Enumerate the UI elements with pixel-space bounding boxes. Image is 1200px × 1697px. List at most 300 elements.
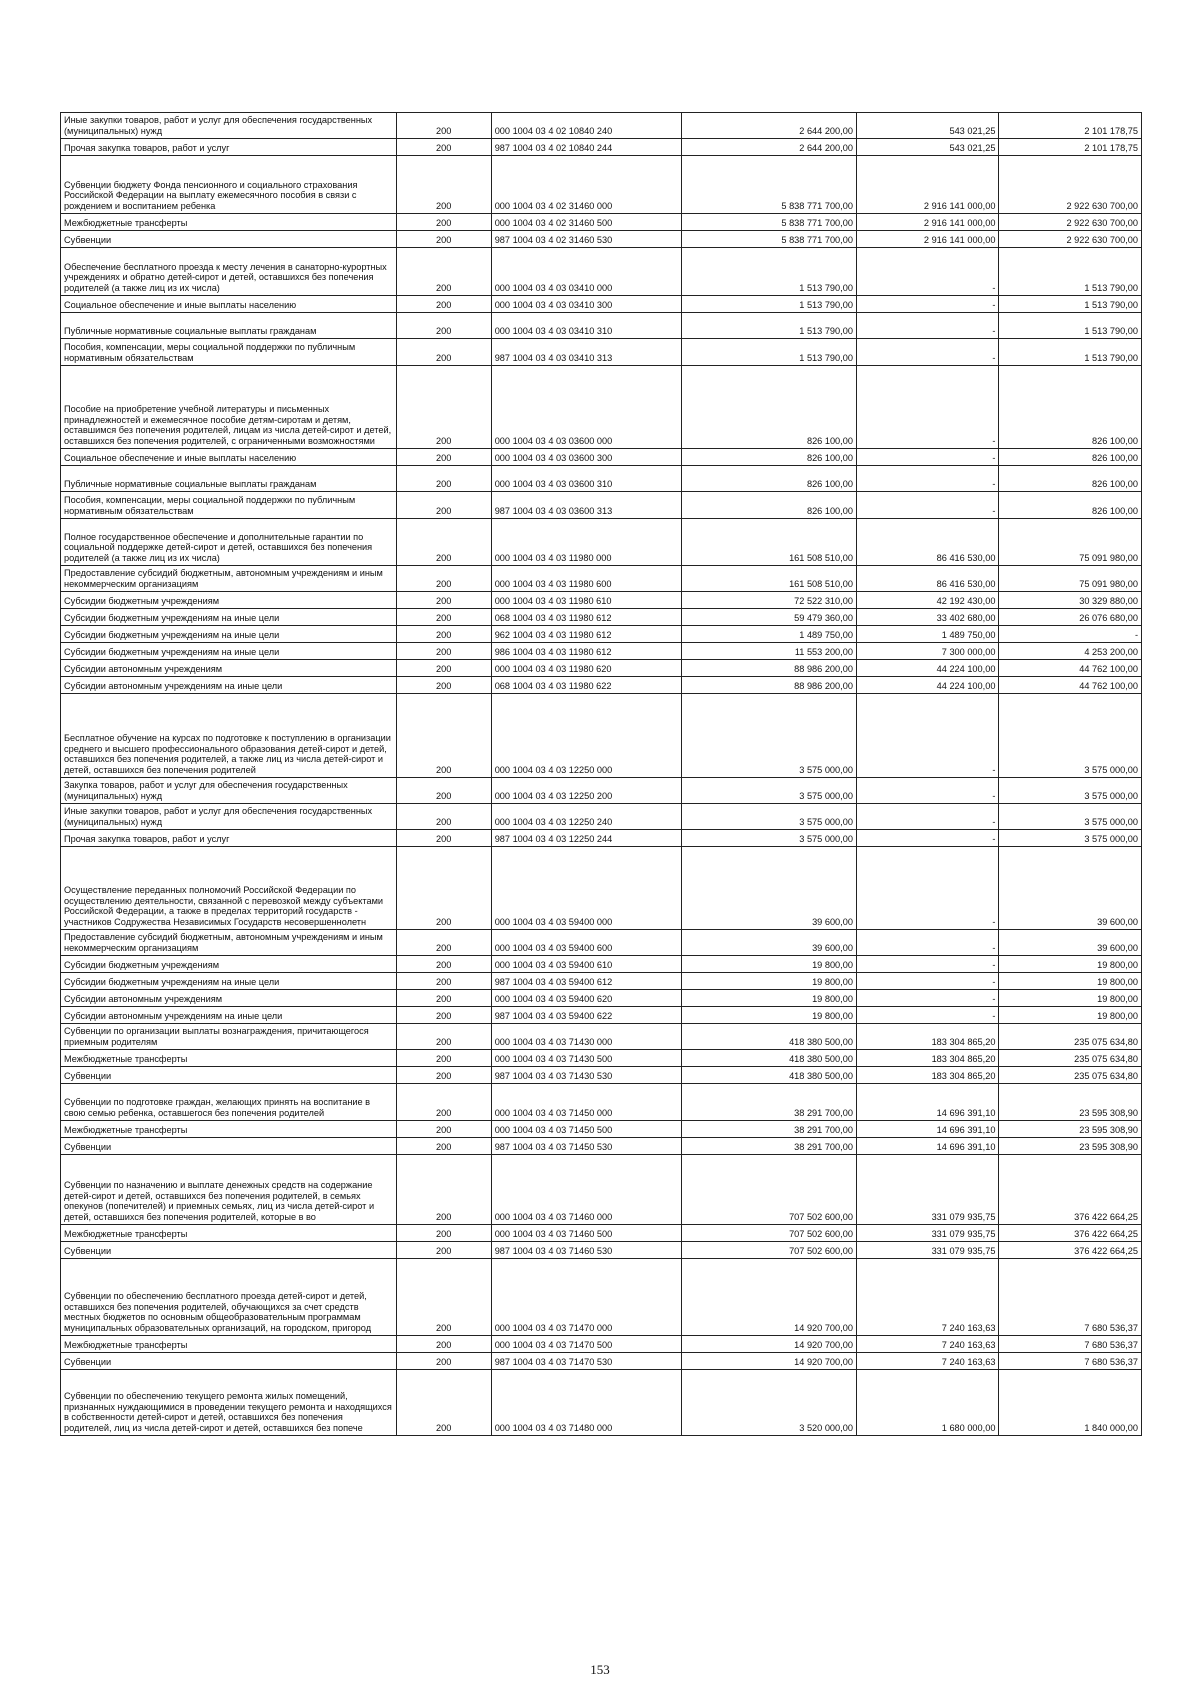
executed-amount: -: [856, 804, 999, 830]
approved-amount: 38 291 700,00: [681, 1084, 856, 1121]
unexecuted-amount: 3 575 000,00: [999, 778, 1142, 804]
budget-item-name: Иные закупки товаров, работ и услуг для обеспечения государственных (муниципальных) нужд: [61, 804, 397, 830]
budget-item-name: Прочая закупка товаров, работ и услуг: [61, 139, 397, 156]
line-code: 200: [396, 660, 491, 677]
executed-amount: 14 696 391,10: [856, 1121, 999, 1138]
unexecuted-amount: 826 100,00: [999, 449, 1142, 466]
table-row: [61, 804, 1142, 830]
budget-item-name: Субсидии бюджетным учреждениям: [61, 592, 397, 609]
budget-classification-code: 000 1004 03 4 03 59400 610: [491, 956, 681, 973]
approved-amount: 14 920 700,00: [681, 1336, 856, 1353]
budget-item-name: Иные закупки товаров, работ и услуг для обеспечения государственных (муниципальных) нужд: [61, 113, 397, 139]
executed-amount: -: [856, 492, 999, 519]
line-code: 200: [396, 1024, 491, 1050]
budget-classification-code: 000 1004 03 4 03 11980 620: [491, 660, 681, 677]
executed-amount: -: [856, 930, 999, 956]
line-code: 200: [396, 1336, 491, 1353]
budget-classification-code: 000 1004 03 4 03 71430 000: [491, 1024, 681, 1050]
budget-item-name: Субсидии бюджетным учреждениям на иные цели: [61, 973, 397, 990]
unexecuted-amount: 2 922 630 700,00: [999, 231, 1142, 248]
budget-item-name: Прочая закупка товаров, работ и услуг: [61, 830, 397, 847]
approved-amount: 418 380 500,00: [681, 1050, 856, 1067]
approved-amount: 1 513 790,00: [681, 339, 856, 366]
budget-classification-code: 987 1004 03 4 03 59400 612: [491, 973, 681, 990]
line-code: 200: [396, 366, 491, 449]
executed-amount: -: [856, 366, 999, 449]
budget-item-name: Полное государственное обеспечение и дополнительные гарантии по социальной поддержке детей-сирот и детей, оставшихся без попечения родителей (а также лиц из их числа): [61, 519, 397, 566]
budget-classification-code: 000 1004 03 4 03 71450 000: [491, 1084, 681, 1121]
unexecuted-amount: 826 100,00: [999, 466, 1142, 492]
unexecuted-amount: 23 595 308,90: [999, 1121, 1142, 1138]
budget-item-name: Субвенции: [61, 1138, 397, 1155]
budget-item-name: Бесплатное обучение на курсах по подготовке к поступлению в организации среднего и высшего профессионального образования детей-сирот и детей, оставшихся без попечения родителей, а также лиц из числа детей-сирот и детей, оставшихся без попечения родителей: [61, 694, 397, 778]
line-code: 200: [396, 1242, 491, 1259]
budget-item-name: Пособия, компенсации, меры социальной поддержки по публичным нормативным обязательствам: [61, 492, 397, 519]
table-row: [61, 643, 1142, 660]
line-code: 200: [396, 1370, 491, 1436]
executed-amount: -: [856, 847, 999, 930]
budget-classification-code: 986 1004 03 4 03 11980 612: [491, 643, 681, 660]
table-row: [61, 660, 1142, 677]
budget-item-name: Субсидии бюджетным учреждениям на иные цели: [61, 626, 397, 643]
line-code: 200: [396, 313, 491, 339]
budget-classification-code: 000 1004 03 4 03 59400 620: [491, 990, 681, 1007]
approved-amount: 826 100,00: [681, 366, 856, 449]
executed-amount: 331 079 935,75: [856, 1225, 999, 1242]
unexecuted-amount: 235 075 634,80: [999, 1067, 1142, 1084]
line-code: 200: [396, 626, 491, 643]
unexecuted-amount: 1 513 790,00: [999, 248, 1142, 296]
table-row: [61, 492, 1142, 519]
budget-item-name: Субсидии автономным учреждениям: [61, 990, 397, 1007]
budget-classification-code: 068 1004 03 4 03 11980 622: [491, 677, 681, 694]
unexecuted-amount: 4 253 200,00: [999, 643, 1142, 660]
budget-classification-code: 000 1004 03 4 03 59400 600: [491, 930, 681, 956]
line-code: 200: [396, 847, 491, 930]
approved-amount: 1 513 790,00: [681, 248, 856, 296]
unexecuted-amount: 826 100,00: [999, 492, 1142, 519]
line-code: 200: [396, 930, 491, 956]
budget-classification-code: 987 1004 03 4 03 12250 244: [491, 830, 681, 847]
approved-amount: 19 800,00: [681, 990, 856, 1007]
line-code: 200: [396, 1067, 491, 1084]
unexecuted-amount: 7 680 536,37: [999, 1353, 1142, 1370]
budget-classification-code: 000 1004 03 4 03 71430 500: [491, 1050, 681, 1067]
approved-amount: 1 513 790,00: [681, 296, 856, 313]
budget-item-name: Пособие на приобретение учебной литературы и письменных принадлежностей и ежемесячное пособие детям-сиротам и детям, оставшимся без попечения родителей, лицам из числа детей-сирот и детей, оставшихся без попечения родителей, с ограниченными возможностями: [61, 366, 397, 449]
budget-classification-code: 000 1004 03 4 03 12250 200: [491, 778, 681, 804]
budget-item-name: Закупка товаров, работ и услуг для обеспечения государственных (муниципальных) нужд: [61, 778, 397, 804]
unexecuted-amount: 44 762 100,00: [999, 660, 1142, 677]
line-code: 200: [396, 156, 491, 214]
budget-classification-code: 000 1004 03 4 03 11980 600: [491, 566, 681, 592]
unexecuted-amount: 30 329 880,00: [999, 592, 1142, 609]
line-code: 200: [396, 609, 491, 626]
executed-amount: 86 416 530,00: [856, 519, 999, 566]
budget-item-name: Субвенции: [61, 1242, 397, 1259]
line-code: 200: [396, 1007, 491, 1024]
budget-item-name: Предоставление субсидий бюджетным, автономным учреждениям и иным некоммерческим организациям: [61, 930, 397, 956]
approved-amount: 14 920 700,00: [681, 1259, 856, 1336]
table-row: [61, 214, 1142, 231]
line-code: 200: [396, 339, 491, 366]
budget-classification-code: 000 1004 03 4 03 03600 300: [491, 449, 681, 466]
budget-classification-code: 987 1004 03 4 02 10840 244: [491, 139, 681, 156]
approved-amount: 1 513 790,00: [681, 313, 856, 339]
table-row: [61, 449, 1142, 466]
unexecuted-amount: -: [999, 626, 1142, 643]
budget-report-sheet: [60, 112, 1142, 1436]
budget-classification-code: 000 1004 03 4 02 31460 500: [491, 214, 681, 231]
line-code: 200: [396, 1353, 491, 1370]
approved-amount: 3 520 000,00: [681, 1370, 856, 1436]
line-code: 200: [396, 1121, 491, 1138]
line-code: 200: [396, 248, 491, 296]
approved-amount: 3 575 000,00: [681, 778, 856, 804]
budget-execution-table: [60, 112, 1142, 1436]
table-row: [61, 626, 1142, 643]
table-row: [61, 609, 1142, 626]
budget-item-name: Субсидии автономным учреждениям: [61, 660, 397, 677]
line-code: 200: [396, 990, 491, 1007]
budget-classification-code: 987 1004 03 4 02 31460 530: [491, 231, 681, 248]
approved-amount: 88 986 200,00: [681, 660, 856, 677]
unexecuted-amount: 19 800,00: [999, 956, 1142, 973]
approved-amount: 19 800,00: [681, 956, 856, 973]
approved-amount: 826 100,00: [681, 492, 856, 519]
budget-item-name: Социальное обеспечение и иные выплаты населению: [61, 449, 397, 466]
approved-amount: 5 838 771 700,00: [681, 214, 856, 231]
budget-item-name: Межбюджетные трансферты: [61, 1225, 397, 1242]
unexecuted-amount: 19 800,00: [999, 1007, 1142, 1024]
table-row: [61, 930, 1142, 956]
executed-amount: -: [856, 830, 999, 847]
table-row: [61, 113, 1142, 139]
table-row: [61, 566, 1142, 592]
line-code: 200: [396, 113, 491, 139]
table-row: [61, 990, 1142, 1007]
table-row: [61, 156, 1142, 214]
executed-amount: 44 224 100,00: [856, 660, 999, 677]
unexecuted-amount: 2 101 178,75: [999, 113, 1142, 139]
budget-classification-code: 000 1004 03 4 03 12250 000: [491, 694, 681, 778]
table-row: [61, 296, 1142, 313]
budget-item-name: Субвенции по подготовке граждан, желающих принять на воспитание в свою семью ребенка, оставшегося без попечения родителей: [61, 1084, 397, 1121]
table-row: [61, 592, 1142, 609]
budget-item-name: Субвенции по обеспечению бесплатного проезда детей-сирот и детей, оставшихся без попечения родителей, обучающихся за счет средств местных бюджетов по основным общеобразовательным программам муниципальных образовательных организаций, на городском, пригород: [61, 1259, 397, 1336]
line-code: 200: [396, 1259, 491, 1336]
table-row: [61, 694, 1142, 778]
budget-classification-code: 000 1004 03 4 03 59400 000: [491, 847, 681, 930]
unexecuted-amount: 3 575 000,00: [999, 804, 1142, 830]
budget-classification-code: 000 1004 03 4 03 71470 000: [491, 1259, 681, 1336]
approved-amount: 161 508 510,00: [681, 566, 856, 592]
executed-amount: -: [856, 694, 999, 778]
budget-classification-code: 987 1004 03 4 03 03600 313: [491, 492, 681, 519]
line-code: 200: [396, 1138, 491, 1155]
approved-amount: 72 522 310,00: [681, 592, 856, 609]
budget-classification-code: 987 1004 03 4 03 71430 530: [491, 1067, 681, 1084]
table-row: [61, 1138, 1142, 1155]
table-row: [61, 1336, 1142, 1353]
table-row: [61, 778, 1142, 804]
line-code: 200: [396, 694, 491, 778]
executed-amount: 543 021,25: [856, 139, 999, 156]
budget-item-name: Публичные нормативные социальные выплаты гражданам: [61, 313, 397, 339]
budget-item-name: Обеспечение бесплатного проезда к месту лечения в санаторно-курортных учреждениях и обратно детей-сирот и детей, оставшихся без попечения родителей (а также лиц из их числа): [61, 248, 397, 296]
executed-amount: 7 240 163,63: [856, 1353, 999, 1370]
unexecuted-amount: 376 422 664,25: [999, 1155, 1142, 1225]
executed-amount: 183 304 865,20: [856, 1024, 999, 1050]
line-code: 200: [396, 1084, 491, 1121]
table-row: [61, 1370, 1142, 1436]
budget-classification-code: 962 1004 03 4 03 11980 612: [491, 626, 681, 643]
budget-item-name: Субвенции бюджету Фонда пенсионного и социального страхования Российской Федерации на выплату ежемесячного пособия в связи с рождением и воспитанием ребенка: [61, 156, 397, 214]
table-row: [61, 248, 1142, 296]
executed-amount: 2 916 141 000,00: [856, 156, 999, 214]
table-row: [61, 231, 1142, 248]
budget-classification-code: 987 1004 03 4 03 03410 313: [491, 339, 681, 366]
unexecuted-amount: 826 100,00: [999, 366, 1142, 449]
budget-item-name: Предоставление субсидий бюджетным, автономным учреждениям и иным некоммерческим организациям: [61, 566, 397, 592]
executed-amount: -: [856, 956, 999, 973]
budget-item-name: Публичные нормативные социальные выплаты гражданам: [61, 466, 397, 492]
line-code: 200: [396, 214, 491, 231]
approved-amount: 38 291 700,00: [681, 1121, 856, 1138]
unexecuted-amount: 1 513 790,00: [999, 339, 1142, 366]
budget-item-name: Субвенции: [61, 231, 397, 248]
budget-item-name: Субсидии автономным учреждениям на иные цели: [61, 677, 397, 694]
approved-amount: 3 575 000,00: [681, 804, 856, 830]
unexecuted-amount: 19 800,00: [999, 990, 1142, 1007]
unexecuted-amount: 1 840 000,00: [999, 1370, 1142, 1436]
executed-amount: 331 079 935,75: [856, 1242, 999, 1259]
budget-classification-code: 000 1004 03 4 03 03410 000: [491, 248, 681, 296]
budget-item-name: Субвенции: [61, 1067, 397, 1084]
line-code: 200: [396, 296, 491, 313]
table-row: [61, 1353, 1142, 1370]
line-code: 200: [396, 956, 491, 973]
budget-item-name: Субвенции по назначению и выплате денежных средств на содержание детей-сирот и детей, оставшихся без попечения родителей, в семьях опекунов (попечителей) и приемных семьях, лиц из числа детей-сирот и детей, оставшихся без попечения родителей, которые в во: [61, 1155, 397, 1225]
budget-classification-code: 000 1004 03 4 03 71460 000: [491, 1155, 681, 1225]
budget-item-name: Субвенции: [61, 1353, 397, 1370]
table-row: [61, 1050, 1142, 1067]
table-row: [61, 366, 1142, 449]
budget-classification-code: 000 1004 03 4 03 71470 500: [491, 1336, 681, 1353]
budget-item-name: Межбюджетные трансферты: [61, 1336, 397, 1353]
line-code: 200: [396, 492, 491, 519]
table-row: [61, 1067, 1142, 1084]
approved-amount: 39 600,00: [681, 930, 856, 956]
unexecuted-amount: 376 422 664,25: [999, 1242, 1142, 1259]
approved-amount: 59 479 360,00: [681, 609, 856, 626]
table-row: [61, 1225, 1142, 1242]
page-number: 153: [590, 1662, 610, 1677]
executed-amount: 2 916 141 000,00: [856, 214, 999, 231]
budget-classification-code: 000 1004 03 4 03 03600 310: [491, 466, 681, 492]
executed-amount: -: [856, 466, 999, 492]
approved-amount: 707 502 600,00: [681, 1242, 856, 1259]
line-code: 200: [396, 778, 491, 804]
executed-amount: -: [856, 248, 999, 296]
table-row: [61, 1024, 1142, 1050]
budget-classification-code: 000 1004 03 4 03 71460 500: [491, 1225, 681, 1242]
executed-amount: 1 680 000,00: [856, 1370, 999, 1436]
table-row: [61, 847, 1142, 930]
executed-amount: 183 304 865,20: [856, 1050, 999, 1067]
executed-amount: -: [856, 313, 999, 339]
budget-item-name: Пособия, компенсации, меры социальной поддержки по публичным нормативным обязательствам: [61, 339, 397, 366]
table-row: [61, 1121, 1142, 1138]
table-row: [61, 1007, 1142, 1024]
executed-amount: 2 916 141 000,00: [856, 231, 999, 248]
approved-amount: 3 575 000,00: [681, 694, 856, 778]
table-row: [61, 1242, 1142, 1259]
budget-item-name: Межбюджетные трансферты: [61, 1050, 397, 1067]
executed-amount: -: [856, 1007, 999, 1024]
unexecuted-amount: 7 680 536,37: [999, 1259, 1142, 1336]
approved-amount: 5 838 771 700,00: [681, 231, 856, 248]
executed-amount: -: [856, 778, 999, 804]
table-row: [61, 1259, 1142, 1336]
table-row: [61, 830, 1142, 847]
executed-amount: 86 416 530,00: [856, 566, 999, 592]
line-code: 200: [396, 566, 491, 592]
line-code: 200: [396, 449, 491, 466]
executed-amount: 7 300 000,00: [856, 643, 999, 660]
table-row: [61, 973, 1142, 990]
table-row: [61, 313, 1142, 339]
approved-amount: 1 489 750,00: [681, 626, 856, 643]
executed-amount: 1 489 750,00: [856, 626, 999, 643]
unexecuted-amount: 23 595 308,90: [999, 1084, 1142, 1121]
line-code: 200: [396, 804, 491, 830]
approved-amount: 5 838 771 700,00: [681, 156, 856, 214]
unexecuted-amount: 44 762 100,00: [999, 677, 1142, 694]
unexecuted-amount: 3 575 000,00: [999, 694, 1142, 778]
budget-classification-code: 000 1004 03 4 03 03410 300: [491, 296, 681, 313]
budget-classification-code: 000 1004 03 4 03 11980 000: [491, 519, 681, 566]
approved-amount: 2 644 200,00: [681, 139, 856, 156]
approved-amount: 418 380 500,00: [681, 1067, 856, 1084]
budget-classification-code: 000 1004 03 4 03 71480 000: [491, 1370, 681, 1436]
budget-item-name: Субвенции по обеспечению текущего ремонта жилых помещений, признанных нуждающимися в проведении текущего ремонта и находящихся в собственности детей-сирот и детей, оставшихся без попечения родителей, лиц из числа детей-сирот и детей, оставшихся без попече: [61, 1370, 397, 1436]
executed-amount: 14 696 391,10: [856, 1084, 999, 1121]
budget-item-name: Субвенции по организации выплаты вознаграждения, причитающегося приемным родителям: [61, 1024, 397, 1050]
unexecuted-amount: 7 680 536,37: [999, 1336, 1142, 1353]
line-code: 200: [396, 466, 491, 492]
budget-classification-code: 987 1004 03 4 03 71470 530: [491, 1353, 681, 1370]
approved-amount: 88 986 200,00: [681, 677, 856, 694]
line-code: 200: [396, 643, 491, 660]
unexecuted-amount: 2 922 630 700,00: [999, 156, 1142, 214]
budget-classification-code: 000 1004 03 4 03 11980 610: [491, 592, 681, 609]
approved-amount: 2 644 200,00: [681, 113, 856, 139]
budget-item-name: Субсидии бюджетным учреждениям: [61, 956, 397, 973]
unexecuted-amount: 3 575 000,00: [999, 830, 1142, 847]
line-code: 200: [396, 1225, 491, 1242]
line-code: 200: [396, 592, 491, 609]
unexecuted-amount: 75 091 980,00: [999, 519, 1142, 566]
unexecuted-amount: 26 076 680,00: [999, 609, 1142, 626]
table-row: [61, 339, 1142, 366]
approved-amount: 707 502 600,00: [681, 1225, 856, 1242]
table-row: [61, 1155, 1142, 1225]
approved-amount: 3 575 000,00: [681, 830, 856, 847]
budget-classification-code: 000 1004 03 4 03 03410 310: [491, 313, 681, 339]
budget-item-name: Межбюджетные трансферты: [61, 214, 397, 231]
executed-amount: 331 079 935,75: [856, 1155, 999, 1225]
executed-amount: 33 402 680,00: [856, 609, 999, 626]
approved-amount: 19 800,00: [681, 973, 856, 990]
budget-classification-code: 987 1004 03 4 03 71460 530: [491, 1242, 681, 1259]
approved-amount: 11 553 200,00: [681, 643, 856, 660]
executed-amount: -: [856, 990, 999, 1007]
approved-amount: 38 291 700,00: [681, 1138, 856, 1155]
budget-item-name: Субсидии бюджетным учреждениям на иные цели: [61, 643, 397, 660]
budget-classification-code: 000 1004 03 4 02 10840 240: [491, 113, 681, 139]
unexecuted-amount: 1 513 790,00: [999, 313, 1142, 339]
budget-item-name: Социальное обеспечение и иные выплаты населению: [61, 296, 397, 313]
table-row: [61, 956, 1142, 973]
approved-amount: 826 100,00: [681, 449, 856, 466]
executed-amount: 42 192 430,00: [856, 592, 999, 609]
executed-amount: 543 021,25: [856, 113, 999, 139]
unexecuted-amount: 376 422 664,25: [999, 1225, 1142, 1242]
approved-amount: 826 100,00: [681, 466, 856, 492]
budget-classification-code: 068 1004 03 4 03 11980 612: [491, 609, 681, 626]
executed-amount: -: [856, 973, 999, 990]
line-code: 200: [396, 519, 491, 566]
unexecuted-amount: 2 101 178,75: [999, 139, 1142, 156]
table-row: [61, 677, 1142, 694]
line-code: 200: [396, 1155, 491, 1225]
executed-amount: 44 224 100,00: [856, 677, 999, 694]
unexecuted-amount: 19 800,00: [999, 973, 1142, 990]
executed-amount: 14 696 391,10: [856, 1138, 999, 1155]
budget-item-name: Осуществление переданных полномочий Российской Федерации по осуществлению деятельности, связанной с перевозкой между субъектами Российской Федерации, а также в пределах территорий государств - участников Содружества Независимых Государств несовершеннолетн: [61, 847, 397, 930]
unexecuted-amount: 75 091 980,00: [999, 566, 1142, 592]
budget-classification-code: 987 1004 03 4 03 59400 622: [491, 1007, 681, 1024]
budget-classification-code: 000 1004 03 4 03 71450 500: [491, 1121, 681, 1138]
approved-amount: 19 800,00: [681, 1007, 856, 1024]
executed-amount: -: [856, 449, 999, 466]
approved-amount: 14 920 700,00: [681, 1353, 856, 1370]
approved-amount: 418 380 500,00: [681, 1024, 856, 1050]
budget-classification-code: 000 1004 03 4 02 31460 000: [491, 156, 681, 214]
budget-classification-code: 000 1004 03 4 03 03600 000: [491, 366, 681, 449]
line-code: 200: [396, 677, 491, 694]
budget-classification-code: 987 1004 03 4 03 71450 530: [491, 1138, 681, 1155]
line-code: 200: [396, 231, 491, 248]
unexecuted-amount: 39 600,00: [999, 930, 1142, 956]
approved-amount: 39 600,00: [681, 847, 856, 930]
table-row: [61, 139, 1142, 156]
executed-amount: 7 240 163,63: [856, 1259, 999, 1336]
executed-amount: -: [856, 296, 999, 313]
table-row: [61, 1084, 1142, 1121]
budget-item-name: Субсидии бюджетным учреждениям на иные цели: [61, 609, 397, 626]
approved-amount: 707 502 600,00: [681, 1155, 856, 1225]
unexecuted-amount: 39 600,00: [999, 847, 1142, 930]
budget-item-name: Межбюджетные трансферты: [61, 1121, 397, 1138]
line-code: 200: [396, 830, 491, 847]
table-row: [61, 466, 1142, 492]
executed-amount: 183 304 865,20: [856, 1067, 999, 1084]
unexecuted-amount: 2 922 630 700,00: [999, 214, 1142, 231]
unexecuted-amount: 23 595 308,90: [999, 1138, 1142, 1155]
table-row: [61, 519, 1142, 566]
